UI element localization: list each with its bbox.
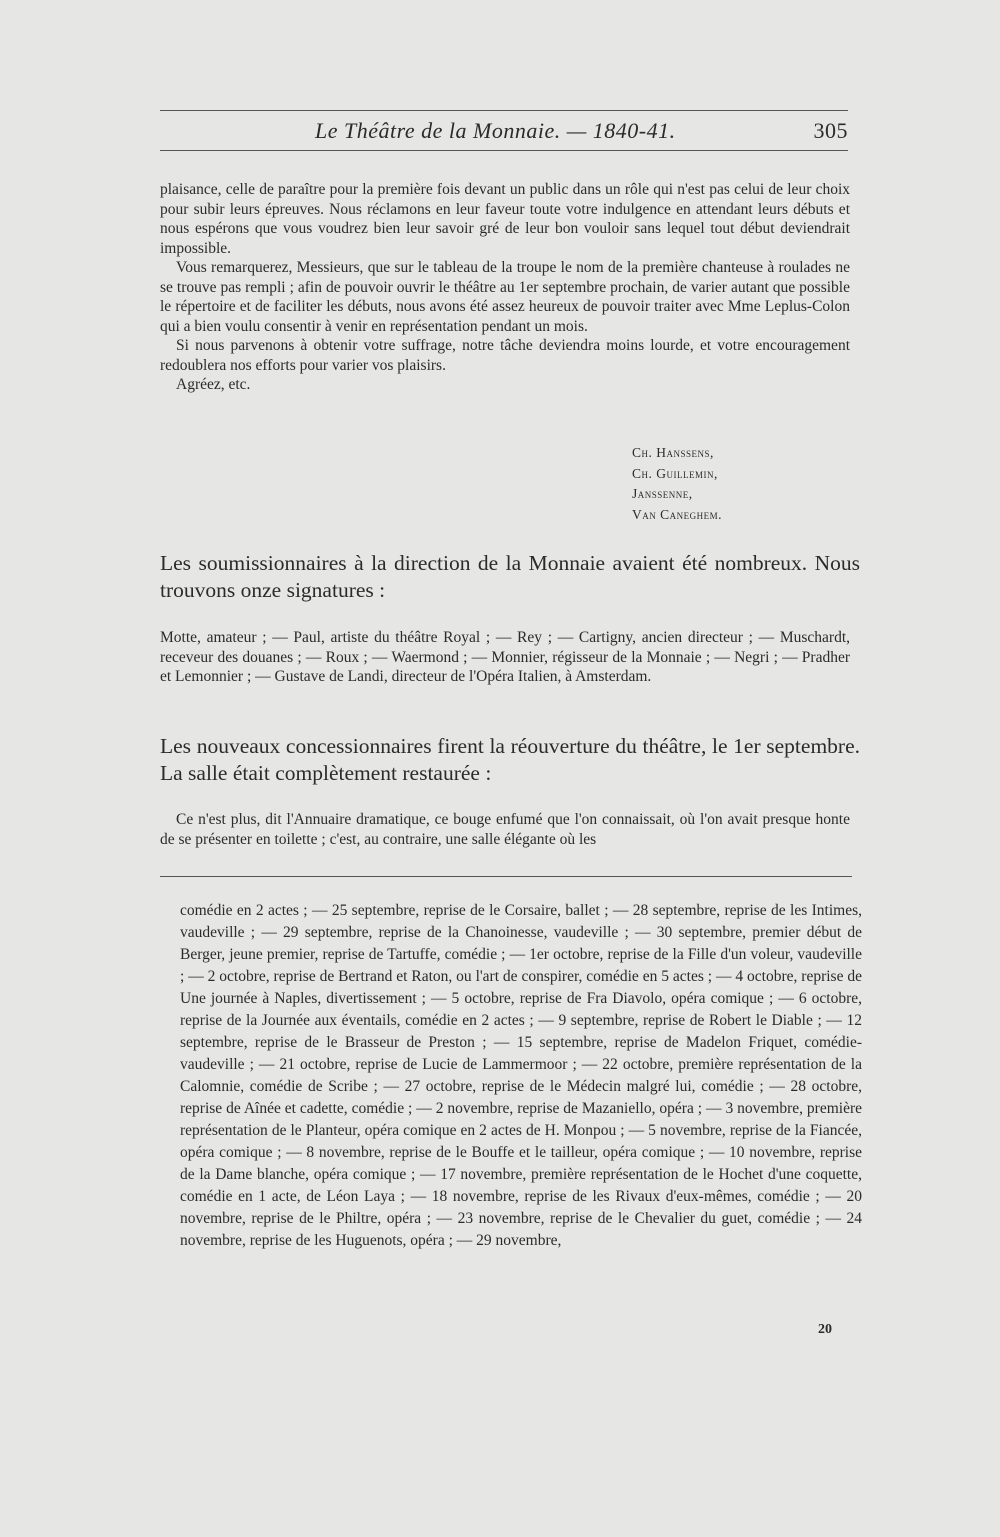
running-title: Le Théâtre de la Monnaie. — 1840-41. [315, 118, 676, 143]
page-number: 305 [813, 118, 848, 143]
signature-block [632, 443, 722, 525]
header-top-rule [160, 110, 848, 111]
letter-paragraph-2: Vous remarquerez, Messieurs, que sur le tableau de la troupe le nom de la première chanteuse à roulades ne se trouve pas rempli ; afin de pouvoir ouvrir le théâtre au 1er septembre prochain, de varier autant que possible le répertoire et de faciliter les débuts, nous avons été assez heureux de pouvoir traiter avec Mme Leplus-Colon qui a bien voulu consentir à venir en représentation pendant un mois. [160, 259, 850, 335]
signature-line: Ch. Guillemin, [632, 465, 718, 481]
bidders-paragraph: Motte, amateur ; — Paul, artiste du théâtre Royal ; — Rey ; — Cartigny, ancien directeur ; — Muschardt, receveur des douanes ; — Roux ; — Waermond ; — Monnier, régisseur de la Monnaie ; — Negri ; — Pradher et Lemonnier ; — Gustave de Landi, directeur de l'Opéra Italien, à Amsterdam. [160, 629, 850, 685]
bidders-list [160, 628, 850, 687]
header-bottom-rule [160, 150, 848, 151]
letter-closing: Agréez, etc. [176, 376, 251, 393]
signature-line: Janssenne, [632, 486, 693, 501]
running-header [160, 114, 848, 146]
intro-paragraph-bidders: Les soumissionnaires à la direction de la Monnaie avaient été nombreux. Nous trouvons onze signatures : [160, 551, 860, 602]
quote-paragraph: Ce n'est plus, dit l'Annuaire dramatique, ce bouge enfumé que l'on connaissait, où l'on avait presque honte de se présenter en toilette ; c'est, au contraire, une salle élégante où les [160, 811, 850, 848]
footnote-block [180, 900, 862, 1252]
signature-line: Ch. Hanssens, [632, 445, 714, 460]
quote-block [160, 810, 850, 849]
signature-line: Van Caneghem. [632, 506, 722, 522]
intro-paragraph-reopening: Les nouveaux concessionnaires firent la réouverture du théâtre, le 1er septembre. La salle était complètement restaurée : [160, 734, 860, 785]
letter-paragraph-1: plaisance, celle de paraître pour la première fois devant un public dans un rôle qui n'est pas celui de leur choix pour subir leurs épreuves. Nous réclamons en leur faveur toute votre indulgence en attendant leurs débuts et nous espérons que vous voudrez bien leur savoir gré de leur bon vouloir sans lequel tout début deviendrait impossible. [160, 181, 850, 257]
footnote-separator [160, 876, 852, 877]
footnote-paragraph: comédie en 2 actes ; — 25 septembre, reprise de le Corsaire, ballet ; — 28 septembre, reprise de les Intimes, vaudeville ; — 29 septembre, reprise de la Chanoinesse, vaudeville ; — 30 septembre, premier début de Berger, jeune premier, reprise de Tartuffe, comédie ; — 1er octobre, reprise de la Fille d'un voleur, vaudeville ; — 2 octobre, reprise de Bertrand et Raton, ou l'art de conspirer, comédie en 5 actes ; — 4 octobre, reprise de Une journée à Naples, divertissement ; — 5 octobre, reprise de Fra Diavolo, opéra comique ; — 6 octobre, reprise de la Journée aux éventails, comédie en 2 actes ; — 9 septembre, reprise de Robert le Diable ; — 12 septembre, reprise de le Brasseur de Preston ; — 15 septembre, reprise de Madelon Friquet, comédie-vaudeville ; — 21 octobre, reprise de Lucie de Lammermoor ; — 22 octobre, première représentation de la Calomnie, comédie de Scribe ; — 27 octobre, reprise de le Médecin malgré lui, comédie ; — 28 octobre, reprise de Aînée et cadette, comédie ; — 2 novembre, reprise de Mazaniello, opéra ; — 3 novembre, première représentation de le Planteur, opéra comique en 2 actes de H. Monpou ; — 5 novembre, reprise de la Fiancée, opéra comique ; — 8 novembre, reprise de le Bouffe et le tailleur, opéra comique ; — 10 novembre, reprise de la Dame blanche, opéra comique ; — 17 novembre, première représentation de le Hochet d'une coquette, comédie en 1 acte, de Léon Laya ; — 18 novembre, reprise de les Rivaux d'eux-mêmes, comédie ; — 20 novembre, reprise de le Philtre, opéra ; — 23 novembre, reprise de le Chevalier du guet, comédie ; — 24 novembre, reprise de les Huguenots, opéra ; — 29 novembre, [180, 902, 862, 1249]
signature-mark: 20 [818, 1322, 832, 1337]
letter-paragraph-3: Si nous parvenons à obtenir votre suffrage, notre tâche deviendra moins lourde, et votre encouragement redoublera nos efforts pour varier vos plaisirs. [160, 337, 850, 374]
letter-body [160, 180, 850, 395]
